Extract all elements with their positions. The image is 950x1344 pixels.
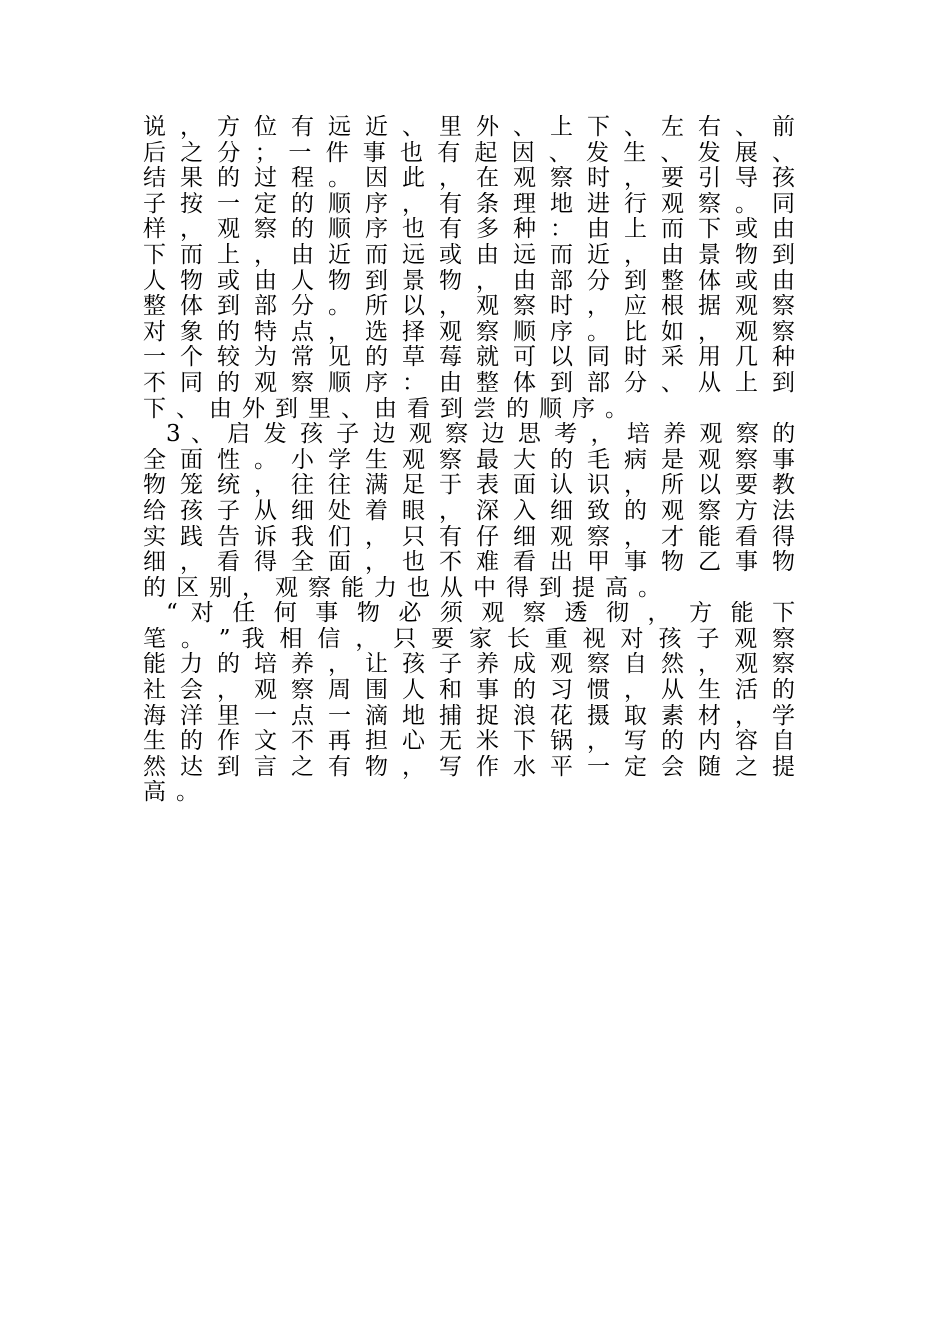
text-line: 生 的 作 文 不 再 担 心 无 米 下 锅 ， 写 的 内 容 自 xyxy=(143,729,795,755)
body-text xyxy=(143,115,795,806)
text-line: 说 ， 方 位 有 远 近 、 里 外 、 上 下 、 左 右 、 前 xyxy=(143,115,795,140)
text-line: 全 面 性 。 小 学 生 观 察 最 大 的 毛 病 是 观 察 事 xyxy=(143,447,795,473)
text-line: 社 会 ， 观 察 周 围 人 和 事 的 习 惯 ， 从 生 活 的 xyxy=(143,678,795,704)
text-line: 整 体 到 部 分 。 所 以 ， 观 察 时 ， 应 根 据 观 察 xyxy=(143,294,795,320)
text-line: 海 洋 里 一 点 一 滴 地 捕 捉 浪 花 摄 取 素 材 ， 学 xyxy=(143,703,795,729)
text-line: 3 、 启 发 孩 子 边 观 察 边 思 考 ， 培 养 观 察 的 xyxy=(166,422,795,448)
text-line: 对 象 的 特 点 ， 选 择 观 察 顺 序 。 比 如 ， 观 察 xyxy=(143,319,795,345)
text-line: 样 ， 观 察 的 顺 序 也 有 多 种 ： 由 上 而 下 或 由 xyxy=(143,217,795,243)
text-line: 然 达 到 言 之 有 物 ， 写 作 水 平 一 定 会 随 之 提 xyxy=(143,754,795,780)
text-line: 给 孩 子 从 细 处 着 眼 ， 深 入 细 致 的 观 察 方 法 xyxy=(143,498,795,524)
text-line: 结 果 的 过 程 。 因 此 ， 在 观 察 时 ， 要 引 导 孩 xyxy=(143,166,795,192)
text-line: 下、由外到里、由看到尝的顺序。 xyxy=(143,396,638,422)
text-line: “ 对 任 何 事 物 必 须 观 察 透 彻 ， 方 能 下 xyxy=(166,601,795,627)
text-line: 的区别，观察能力也从中得到提高。 xyxy=(143,575,671,601)
text-line: 实 践 告 诉 我 们 ， 只 有 仔 细 观 察 ， 才 能 看 得 xyxy=(143,524,795,550)
text-line: 不 同 的 观 察 顺 序 ： 由 整 体 到 部 分 、 从 上 到 xyxy=(143,370,795,396)
text-line: 能 力 的 培 养 ， 让 孩 子 养 成 观 察 自 然 ， 观 察 xyxy=(143,652,795,678)
text-line: 下 而 上 ， 由 近 而 远 或 由 远 而 近 ， 由 景 物 到 xyxy=(143,242,795,268)
text-line: 笔 。 ” 我 相 信 ， 只 要 家 长 重 视 对 孩 子 观 察 xyxy=(143,626,795,652)
text-line: 人 物 或 由 人 物 到 景 物 ， 由 部 分 到 整 体 或 由 xyxy=(143,268,795,294)
text-line: 细 ， 看 得 全 面 ， 也 不 难 看 出 甲 事 物 乙 事 物 xyxy=(143,550,795,576)
text-line: 子 按 一 定 的 顺 序 ， 有 条 理 地 进 行 观 察 。 同 xyxy=(143,191,795,217)
text-line: 高。 xyxy=(143,780,209,806)
text-line: 后 之 分 ； 一 件 事 也 有 起 因 、 发 生 、 发 展 、 xyxy=(143,140,795,166)
text-line: 物 笼 统 ， 往 往 满 足 于 表 面 认 识 ， 所 以 要 教 xyxy=(143,473,795,499)
text-line: 一 个 较 为 常 见 的 草 莓 就 可 以 同 时 采 用 几 种 xyxy=(143,345,795,371)
